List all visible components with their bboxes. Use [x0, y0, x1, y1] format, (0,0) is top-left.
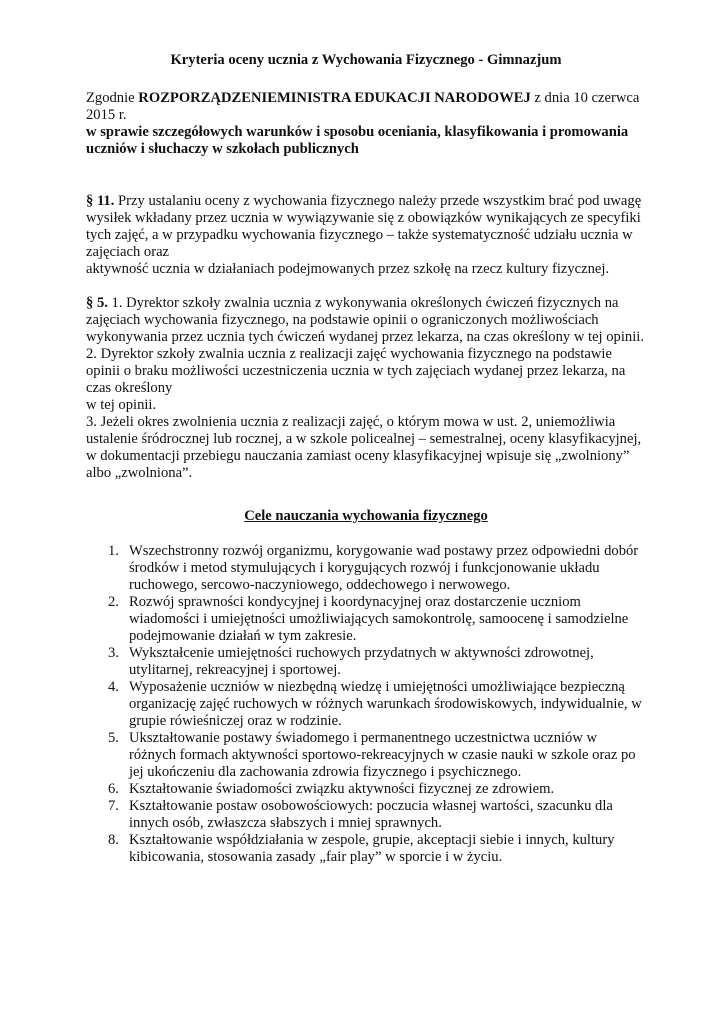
goal-text: Ukształtowanie postawy świadomego i permanentnego uczestnictwa uczniów w różnych formach aktywności sportowo-rekreacyjnych w czasie nauki w szkole oraz po jej ukończeniu dla zachowania zdrowia fizycznego i psychicznego.	[129, 730, 636, 780]
paragraph-5-point-3: 3. Jeżeli okres zwolnienia ucznia z realizacji zajęć, o którym mowa w ust. 2, uniemożliwia ustalenie śródrocznej lub rocznej, a w szkole policealnej – semestralnej, oceny klasyfikacyjnej, w dokumentacji przebiegu nauczania zamiast oceny klasyfikacyjnej wpisuje się „zwolniony” albo „zwolniona”.	[86, 414, 642, 481]
paragraph-5-point-1: 1. Dyrektor szkoły zwalnia ucznia z wykonywania określonych ćwiczeń fizycznych na zajęciach wychowania fizycznego, na podstawie opinii o ograniczonych możliwościach wykonywania przez ucznia tych ćwiczeń wydanej przez lekarza, na czas określony w tej opinii.	[86, 295, 644, 345]
goal-number: 1.	[108, 543, 119, 559]
paragraph-11-label: § 11.	[86, 193, 115, 209]
document-title: Kryteria oceny ucznia z Wychowania Fizycznego - Gimnazjum	[170, 52, 562, 68]
document-page	[86, 52, 646, 866]
goal-item	[86, 543, 646, 594]
goal-number: 7.	[108, 798, 119, 814]
goal-text: Kształtowanie współdziałania w zespole, grupie, akceptacji siebie i innych, kultury kibicowania, stosowania zasady „fair play” w sporcie i w życiu.	[129, 832, 615, 865]
goal-text: Wyposażenie uczniów w niezbędną wiedzę i umiejętności umożliwiające bezpieczną organizację zajęć ruchowych w różnych warunkach środowiskowych, indywidualnie, w grupie rówieśniczej oraz w rodzinie.	[129, 679, 642, 729]
goals-list	[86, 543, 646, 866]
goal-text: Wszechstronny rozwój organizmu, korygowanie wad postawy przez odpowiedni dobór środków i metod stymulujących i korygujących rozwój i funkcjonowanie układu ruchowego, sercowo-naczyniowego, oddechowego i nerwowego.	[129, 543, 639, 593]
goal-text: Kształtowanie postaw osobowościowych: poczucia własnej wartości, szacunku dla innych osób, zwłaszcza słabszych i mniej sprawnych.	[129, 798, 613, 831]
paragraph-11	[86, 193, 646, 278]
paragraph-5	[86, 295, 646, 482]
paragraph-5-label: § 5.	[86, 295, 108, 311]
paragraph-11-text-continued: aktywność ucznia w działaniach podejmowanych przez szkołę na rzecz kultury fizycznej.	[86, 261, 610, 277]
goal-item	[86, 594, 646, 645]
goal-item	[86, 730, 646, 781]
paragraph-5-point-2-continued: w tej opinii.	[86, 397, 157, 413]
regulation-reference	[86, 90, 646, 124]
regulation-act: ROZPORZĄDZENIEMINISTRA EDUKACJI NARODOWEJ	[138, 90, 531, 106]
goal-text: Wykształcenie umiejętności ruchowych przydatnych w aktywności zdrowotnej, utylitarnej, rekreacyjnej i sportowej.	[129, 645, 594, 678]
goal-number: 3.	[108, 645, 119, 661]
spacer	[86, 158, 646, 193]
goal-item	[86, 832, 646, 866]
regulation-subject: w sprawie szczegółowych warunków i sposobu oceniania, klasyfikowania i promowania uczniów i słuchaczy w szkołach publicznych	[86, 124, 629, 157]
goal-number: 2.	[108, 594, 119, 610]
goal-item	[86, 798, 646, 832]
goal-item	[86, 645, 646, 679]
goal-number: 5.	[108, 730, 119, 746]
regulation-date: z dnia 10 czerwca 2015 r.	[86, 90, 640, 123]
goals-section-title: Cele nauczania wychowania fizycznego	[244, 508, 488, 524]
goal-text: Kształtowanie świadomości związku aktywności fizycznej ze zdrowiem.	[129, 781, 555, 797]
goal-text: Rozwój sprawności kondycyjnej i koordynacyjnej oraz dostarczenie uczniom wiadomości i umiejętności umożliwiających samokontrolę, samoocenę i samodzielne podejmowanie działań w tym zakresie.	[129, 594, 629, 644]
regulation-prefix: Zgodnie	[86, 90, 139, 106]
goal-number: 8.	[108, 832, 119, 848]
paragraph-5-point-2: 2. Dyrektor szkoły zwalnia ucznia z realizacji zajęć wychowania fizycznego na podstawie opinii o braku możliwości uczestniczenia ucznia w tych zajęciach wydanej przez lekarza, na czas określony	[86, 346, 626, 396]
goal-item	[86, 781, 646, 798]
paragraph-11-text: Przy ustalaniu oceny z wychowania fizycznego należy przede wszystkim brać pod uwagę wysiłek wkładany przez ucznia w wywiązywanie się z obowiązków wynikających ze specyfiki tych zajęć, a w przypadku wychowania fizycznego – także systematyczność udziału ucznia w zajęciach oraz	[86, 193, 642, 260]
goal-number: 6.	[108, 781, 119, 797]
goal-item	[86, 679, 646, 730]
goal-number: 4.	[108, 679, 119, 695]
